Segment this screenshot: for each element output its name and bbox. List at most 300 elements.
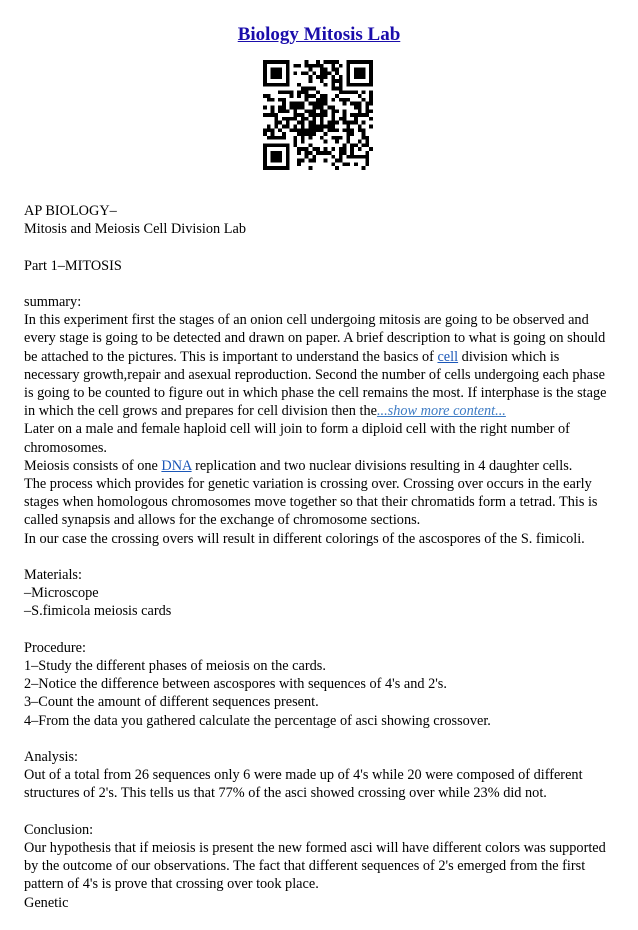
- qr-module: [274, 155, 278, 159]
- qr-module: [282, 132, 286, 136]
- qr-module: [309, 128, 313, 132]
- qr-module: [282, 60, 286, 64]
- qr-module: [290, 117, 294, 121]
- qr-module: [324, 140, 328, 144]
- qr-module: [320, 79, 324, 83]
- qr-module: [350, 60, 354, 64]
- qr-module: [309, 113, 313, 117]
- qr-module: [305, 109, 309, 113]
- qr-module: [369, 124, 373, 128]
- qr-module: [282, 90, 286, 94]
- qr-module: [346, 68, 350, 72]
- qr-module: [346, 75, 350, 79]
- qr-module: [346, 79, 350, 83]
- qr-module: [278, 83, 282, 87]
- qr-module: [263, 83, 267, 87]
- qr-module: [358, 83, 362, 87]
- qr-module: [305, 117, 309, 121]
- qr-module: [293, 128, 297, 132]
- qr-module: [327, 151, 331, 155]
- document-body: [24, 202, 618, 930]
- qr-module: [350, 147, 354, 151]
- qr-module: [278, 75, 282, 79]
- qr-module: [271, 83, 275, 87]
- qr-module: [305, 155, 309, 159]
- qr-module: [297, 106, 301, 110]
- qr-module: [324, 60, 328, 64]
- qr-module: [331, 117, 335, 121]
- qr-module: [312, 106, 316, 110]
- qr-module: [365, 155, 369, 159]
- procedure-step: 3–Count the amount of different sequences present.: [24, 694, 319, 711]
- course-label: AP BIOLOGY–: [24, 203, 117, 219]
- qr-module: [369, 102, 373, 106]
- qr-module: [346, 132, 350, 136]
- qr-module: [339, 151, 343, 155]
- qr-module: [365, 102, 369, 106]
- qr-module: [362, 121, 366, 125]
- qr-module: [312, 121, 316, 125]
- qr-module: [320, 98, 324, 102]
- qr-module: [278, 60, 282, 64]
- qr-module: [339, 75, 343, 79]
- qr-module: [271, 143, 275, 147]
- qr-module: [320, 136, 324, 140]
- qr-module: [263, 151, 267, 155]
- qr-module: [297, 83, 301, 87]
- qr-module: [312, 71, 316, 75]
- qr-module: [278, 159, 282, 163]
- qr-module: [286, 79, 290, 83]
- qr-module: [297, 162, 301, 166]
- qr-module: [274, 83, 278, 87]
- qr-module: [309, 121, 313, 125]
- conclusion-section: [24, 821, 618, 912]
- qr-module: [301, 90, 305, 94]
- qr-module: [335, 60, 339, 64]
- qr-module: [320, 75, 324, 79]
- qr-module: [358, 140, 362, 144]
- qr-module: [350, 83, 354, 87]
- qr-module: [339, 64, 343, 68]
- qr-module: [293, 113, 297, 117]
- cell-link[interactable]: cell: [437, 348, 459, 365]
- qr-module: [263, 94, 267, 98]
- qr-module: [316, 106, 320, 110]
- qr-module: [346, 128, 350, 132]
- qr-module: [335, 166, 339, 170]
- qr-module: [327, 60, 331, 64]
- qr-module: [354, 71, 358, 75]
- qr-module: [343, 151, 347, 155]
- qr-module: [365, 106, 369, 110]
- summary-text-3: Later on a male and female haploid cell will join to form a diploid cell with the right number of chromosomes.: [24, 421, 570, 456]
- qr-module: [346, 60, 350, 64]
- qr-module: [305, 71, 309, 75]
- qr-module: [369, 109, 373, 113]
- qr-module: [335, 94, 339, 98]
- qr-module: [286, 60, 290, 64]
- qr-module: [278, 143, 282, 147]
- procedure-heading: Procedure:: [24, 639, 86, 656]
- qr-module: [282, 98, 286, 102]
- qr-module: [335, 79, 339, 83]
- qr-module: [305, 87, 309, 91]
- qr-module: [331, 83, 335, 87]
- qr-module: [324, 124, 328, 128]
- qr-module: [305, 64, 309, 68]
- qr-module: [339, 90, 343, 94]
- qr-module: [358, 106, 362, 110]
- qr-module: [331, 79, 335, 83]
- qr-module: [365, 143, 369, 147]
- qr-module: [354, 143, 358, 147]
- qr-module: [297, 147, 301, 151]
- qr-module: [331, 75, 335, 79]
- qr-module: [274, 71, 278, 75]
- qr-module: [320, 109, 324, 113]
- qr-module: [343, 90, 347, 94]
- qr-module: [354, 155, 358, 159]
- qr-module: [320, 64, 324, 68]
- qr-module: [346, 64, 350, 68]
- lab-title: Mitosis and Meiosis Cell Division Lab: [24, 221, 246, 238]
- qr-module: [362, 68, 366, 72]
- qr-module: [282, 136, 286, 140]
- qr-module: [267, 113, 271, 117]
- qr-module: [286, 121, 290, 125]
- qr-module: [343, 109, 347, 113]
- qr-module: [278, 90, 282, 94]
- qr-module: [339, 147, 343, 151]
- qr-module: [369, 94, 373, 98]
- qr-module: [358, 113, 362, 117]
- qr-module: [297, 128, 301, 132]
- qr-module: [293, 109, 297, 113]
- show-more-link[interactable]: ...show more content...: [376, 403, 506, 420]
- qr-module: [331, 60, 335, 64]
- material-item: –S.fimicola meiosis cards: [24, 603, 172, 620]
- qr-module: [301, 128, 305, 132]
- qr-module: [278, 166, 282, 170]
- qr-module: [297, 90, 301, 94]
- qr-module: [309, 64, 313, 68]
- qr-module: [271, 113, 275, 117]
- qr-module: [301, 71, 305, 75]
- qr-module: [335, 140, 339, 144]
- qr-module: [354, 117, 358, 121]
- qr-module: [301, 147, 305, 151]
- qr-module: [324, 151, 328, 155]
- analysis-text: Out of a total from 26 sequences only 6 were made up of 4's while 20 were composed of different structures of 2's. This tells us that 77% of the asci showed crossing over while 23% did not.: [24, 767, 583, 802]
- qr-module: [362, 128, 366, 132]
- qr-module: [271, 166, 275, 170]
- qr-module: [339, 87, 343, 91]
- qr-module: [362, 155, 366, 159]
- qr-module: [282, 102, 286, 106]
- qr-module: [267, 143, 271, 147]
- qr-module: [267, 128, 271, 132]
- qr-module: [282, 117, 286, 121]
- qr-module: [365, 60, 369, 64]
- qr-module: [312, 109, 316, 113]
- qr-module: [293, 143, 297, 147]
- qr-module: [369, 90, 373, 94]
- qr-module: [362, 60, 366, 64]
- qr-module: [286, 143, 290, 147]
- qr-module: [312, 113, 316, 117]
- qr-module: [271, 155, 275, 159]
- qr-module: [316, 128, 320, 132]
- qr-module: [346, 83, 350, 87]
- page-title-link[interactable]: Biology Mitosis Lab: [237, 24, 401, 45]
- qr-module: [263, 147, 267, 151]
- qr-module: [301, 87, 305, 91]
- qr-module: [320, 121, 324, 125]
- qr-module: [267, 166, 271, 170]
- qr-module: [271, 75, 275, 79]
- qr-module: [350, 128, 354, 132]
- qr-module: [309, 136, 313, 140]
- qr-module: [263, 132, 267, 136]
- summary-text-1: In this experiment first the stages of an onion cell undergoing mitosis are going to be observed and every stage is going to be detected and drawn on paper. A brief description to what is going on should be attached to the pictures. This is important to understand the basics of: [24, 312, 606, 365]
- qr-module: [290, 128, 294, 132]
- procedure-step: 2–Notice the difference between ascospores with sequences of 4's and 2's.: [24, 676, 447, 693]
- qr-module: [286, 159, 290, 163]
- qr-module: [343, 162, 347, 166]
- qr-module: [339, 83, 343, 87]
- qr-module: [274, 113, 278, 117]
- qr-module: [362, 166, 366, 170]
- qr-module: [297, 113, 301, 117]
- qr-module: [331, 64, 335, 68]
- qr-module: [316, 124, 320, 128]
- qr-module: [301, 102, 305, 106]
- qr-module: [365, 113, 369, 117]
- summary-heading: summary:: [24, 293, 82, 310]
- qr-module: [324, 94, 328, 98]
- summary-text-2: division which is necessary growth,repair and asexual reproduction. Second the number of cells undergoing each phase is going to be counted to figure out in which phase the cell remains the most. If interphase is the stage in which the cell grows and prepares for cell division then the: [24, 348, 607, 420]
- qr-module: [301, 124, 305, 128]
- qr-module: [271, 60, 275, 64]
- qr-module: [312, 132, 316, 136]
- qr-module: [290, 94, 294, 98]
- qr-module: [335, 121, 339, 125]
- qr-module: [271, 71, 275, 75]
- qr-module: [263, 159, 267, 163]
- qr-module: [312, 159, 316, 163]
- qr-module: [365, 140, 369, 144]
- qr-module: [263, 113, 267, 117]
- qr-module: [263, 64, 267, 68]
- qr-module: [327, 124, 331, 128]
- qr-module: [350, 155, 354, 159]
- qr-module: [312, 102, 316, 106]
- qr-module: [331, 162, 335, 166]
- qr-module: [297, 102, 301, 106]
- qr-module: [301, 117, 305, 121]
- qr-module: [346, 162, 350, 166]
- qr-module: [282, 166, 286, 170]
- qr-module: [362, 143, 366, 147]
- qr-module: [305, 128, 309, 132]
- qr-module: [309, 79, 313, 83]
- qr-module: [358, 60, 362, 64]
- summary-section: [24, 293, 618, 548]
- qr-module: [282, 124, 286, 128]
- qr-module: [346, 136, 350, 140]
- qr-module: [354, 75, 358, 79]
- qr-module: [354, 121, 358, 125]
- qr-module: [263, 79, 267, 83]
- qr-module: [331, 121, 335, 125]
- qr-module: [369, 117, 373, 121]
- qr-module: [309, 143, 313, 147]
- qr-module: [316, 90, 320, 94]
- qr-module: [274, 166, 278, 170]
- materials-heading: Materials:: [24, 567, 82, 584]
- qr-module: [369, 98, 373, 102]
- dna-link[interactable]: DNA: [161, 457, 192, 474]
- qr-module: [271, 151, 275, 155]
- qr-module: [358, 94, 362, 98]
- qr-module: [354, 162, 358, 166]
- qr-module: [350, 90, 354, 94]
- qr-module: [335, 136, 339, 140]
- qr-module: [354, 60, 358, 64]
- qr-module: [286, 147, 290, 151]
- qr-module: [293, 106, 297, 110]
- qr-module: [362, 132, 366, 136]
- qr-module: [263, 75, 267, 79]
- qr-module: [274, 117, 278, 121]
- procedure-section: [24, 639, 618, 730]
- analysis-heading: Analysis:: [24, 749, 79, 766]
- qr-module: [282, 143, 286, 147]
- qr-module: [278, 128, 282, 132]
- qr-module: [301, 106, 305, 110]
- qr-module: [309, 124, 313, 128]
- qr-module: [286, 151, 290, 155]
- qr-module: [274, 124, 278, 128]
- qr-module: [274, 68, 278, 72]
- qr-module: [267, 136, 271, 140]
- qr-module: [365, 109, 369, 113]
- qr-module: [312, 128, 316, 132]
- qr-module: [324, 147, 328, 151]
- qr-module: [343, 117, 347, 121]
- qr-module: [305, 60, 309, 64]
- procedure-step: 1–Study the different phases of meiosis on the cards.: [24, 658, 326, 675]
- qr-module: [309, 87, 313, 91]
- qr-module: [312, 117, 316, 121]
- qr-module: [365, 83, 369, 87]
- qr-module: [324, 68, 328, 72]
- analysis-section: [24, 748, 618, 803]
- qr-module: [290, 102, 294, 106]
- conclusion-text: Our hypothesis that if meiosis is present the new formed asci will have different colors was supported by the outcome of our observations. The fact that different sequences of 2's emerged from the first pattern of 4's is prove that crossing over took place.: [24, 840, 606, 893]
- qr-module: [274, 159, 278, 163]
- qr-module: [271, 98, 275, 102]
- qr-module: [346, 71, 350, 75]
- qr-module: [278, 155, 282, 159]
- qr-module: [339, 136, 343, 140]
- qr-module: [278, 68, 282, 72]
- qr-module: [331, 113, 335, 117]
- qr-module: [267, 124, 271, 128]
- qr-module: [278, 136, 282, 140]
- qr-module: [362, 90, 366, 94]
- qr-module: [316, 64, 320, 68]
- qr-module: [286, 71, 290, 75]
- qr-module: [286, 75, 290, 79]
- qr-module: [339, 117, 343, 121]
- qr-module: [286, 166, 290, 170]
- qr-module: [312, 64, 316, 68]
- qr-module: [286, 90, 290, 94]
- qr-module: [343, 102, 347, 106]
- qr-module: [316, 113, 320, 117]
- qr-module: [343, 113, 347, 117]
- qr-module: [282, 106, 286, 110]
- qr-module: [324, 98, 328, 102]
- qr-module: [354, 113, 358, 117]
- qr-module: [293, 117, 297, 121]
- qr-module: [346, 121, 350, 125]
- qr-module: [309, 94, 313, 98]
- qr-module: [286, 64, 290, 68]
- qr-module: [316, 60, 320, 64]
- qr-module: [320, 151, 324, 155]
- qr-module: [305, 132, 309, 136]
- qr-module: [297, 132, 301, 136]
- qr-module: [274, 121, 278, 125]
- header-block: [24, 202, 618, 238]
- qr-module: [286, 83, 290, 87]
- qr-module: [297, 159, 301, 163]
- qr-module: [278, 71, 282, 75]
- qr-module: [309, 109, 313, 113]
- qr-module: [327, 128, 331, 132]
- qr-module: [278, 98, 282, 102]
- qr-module: [369, 71, 373, 75]
- qr-module: [312, 147, 316, 151]
- qr-module: [324, 113, 328, 117]
- materials-section: [24, 566, 618, 621]
- qr-module: [309, 102, 313, 106]
- qr-module: [343, 98, 347, 102]
- qr-module: [274, 136, 278, 140]
- qr-module: [358, 124, 362, 128]
- qr-module: [369, 83, 373, 87]
- qr-module: [320, 128, 324, 132]
- conclusion-tail: Genetic: [24, 894, 69, 911]
- qr-module: [320, 113, 324, 117]
- qr-module: [301, 132, 305, 136]
- qr-module: [362, 75, 366, 79]
- material-item: –Microscope: [24, 585, 99, 602]
- qr-module: [335, 87, 339, 91]
- qr-module: [354, 106, 358, 110]
- qr-module: [309, 132, 313, 136]
- qr-module: [293, 64, 297, 68]
- qr-module: [327, 121, 331, 125]
- conclusion-heading: Conclusion:: [24, 821, 94, 838]
- qr-module: [271, 109, 275, 113]
- qr-module: [274, 143, 278, 147]
- qr-module: [324, 109, 328, 113]
- qr-module: [354, 90, 358, 94]
